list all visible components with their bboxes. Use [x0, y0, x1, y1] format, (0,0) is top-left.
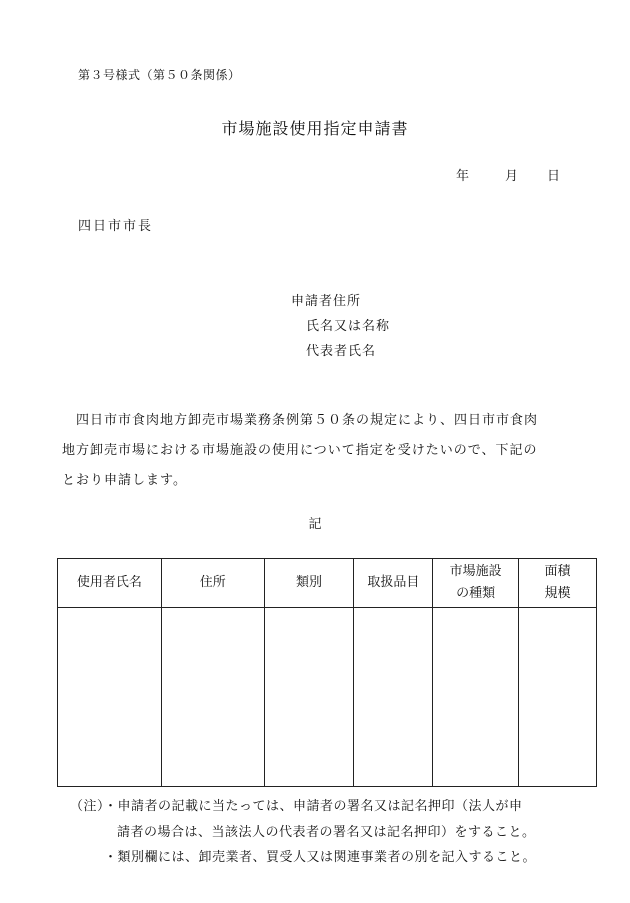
facility-type-cell[interactable] [433, 608, 519, 787]
representative-name-label: 代表者氏名 [306, 344, 377, 359]
note-line: （注）・申請者の記載に当たっては、申請者の署名又は記名押印（法人が申 [70, 799, 523, 814]
applicant-name-label: 氏名又は名称 [306, 319, 391, 334]
header-facility-type: 市場施設 の種類 [433, 559, 519, 608]
header-category: 類別 [264, 559, 354, 608]
category-cell[interactable] [264, 608, 354, 787]
application-statement [62, 406, 582, 496]
address-cell[interactable] [161, 608, 264, 787]
header-user-name: 使用者氏名 [58, 559, 162, 608]
addressee: 四日市市長 [78, 219, 154, 234]
table-row [58, 608, 597, 787]
date-day-label: 日 [547, 169, 561, 184]
date-month-label: 月 [505, 169, 519, 184]
document-title: 市場施設使用指定申請書 [221, 119, 409, 138]
table-header-row [58, 559, 597, 608]
note-line: ・類別欄には、卸売業者、買受人又は関連事業者の別を記入すること。 [104, 850, 537, 865]
header-handled-items: 取扱品目 [354, 559, 433, 608]
note-line: 請者の場合は、当該法人の代表者の署名又は記名押印）をすること。 [117, 825, 536, 840]
date-year-label: 年 [456, 169, 470, 184]
facility-table [57, 558, 597, 787]
statement-line: 地方卸売市場における市場施設の使用について指定を受けたいので、下記の [62, 443, 538, 458]
header-address: 住所 [161, 559, 264, 608]
form-number: 第３号様式（第５０条関係） [78, 68, 241, 82]
user-name-cell[interactable] [58, 608, 162, 787]
handled-items-cell[interactable] [354, 608, 433, 787]
area-scale-cell[interactable] [519, 608, 597, 787]
ki-heading: 記 [308, 517, 322, 532]
header-area-scale: 面積 規模 [519, 559, 597, 608]
statement-line: とおり申請します。 [62, 473, 187, 488]
statement-line: 四日市市食肉地方卸売市場業務条例第５０条の規定により、四日市市食肉 [62, 413, 539, 428]
applicant-address-label: 申請者住所 [291, 294, 362, 309]
